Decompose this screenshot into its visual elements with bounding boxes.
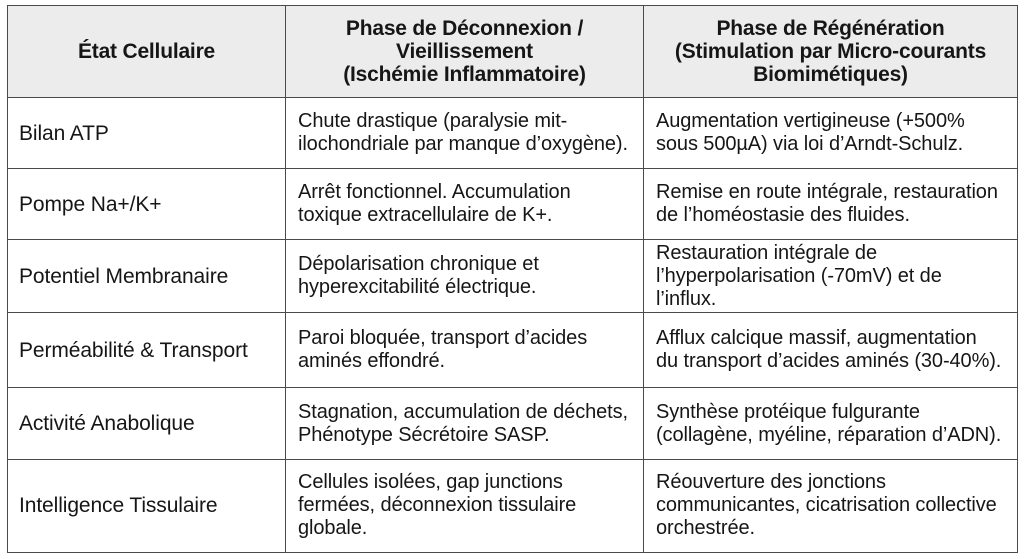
header-phase-regeneration: Phase de Régénération (Stimulation par Micro-courants Biomimétiques) [644,6,1018,98]
header-phase-deconnexion: Phase de Déconnexion / Vieillissement (Ischémie Inflammatoire) [286,6,644,98]
row-state-cell: Activité Anabolique [8,388,286,459]
row-state-cell: Bilan ATP [8,98,286,169]
row-regeneration-cell: Remise en route intégrale, restauration de l’homéostasie des fluides. [644,169,1018,240]
row-regeneration-cell: Restauration intégrale de l’hyperpolarisation (-70mV) et de l’influx. [644,240,1018,313]
row-state-cell: Potentiel Membranaire [8,240,286,313]
row-deconnexion-cell: Paroi bloquée, transport d’acides aminés effondré. [286,313,644,388]
row-state-cell: Pompe Na+/K+ [8,169,286,240]
row-regeneration-cell: Synthèse protéique fulgurante (collagène, myéline, réparation d’ADN). [644,388,1018,459]
comparison-table [7,5,1018,553]
row-regeneration-cell: Afflux calcique massif, augmentation du transport d’acides aminés (30-40%). [644,313,1018,388]
table-row [8,459,1018,552]
table-row [8,313,1018,388]
row-state-cell: Intelligence Tissulaire [8,459,286,552]
row-deconnexion-cell: Dépolarisation chronique et hyperexcitabilité électrique. [286,240,644,313]
row-deconnexion-cell: Arrêt fonctionnel. Accumulation toxique extracellulaire de K+. [286,169,644,240]
row-deconnexion-cell: Cellules isolées, gap junctions fermées, déconnexion tissulaire globale. [286,459,644,552]
row-state-cell: Perméabilité & Transport [8,313,286,388]
row-deconnexion-cell: Chute drastique (paralysie mit- ilochondriale par manque d’oxygène). [286,98,644,169]
comparison-table-frame [7,5,1017,553]
table-header-row [8,6,1018,98]
row-regeneration-cell: Augmentation vertigineuse (+500% sous 500µA) via loi d’Arndt-Schulz. [644,98,1018,169]
table-row [8,388,1018,459]
table-row [8,98,1018,169]
table-row [8,240,1018,313]
row-regeneration-cell: Réouverture des jonctions communicantes, cicatrisation collective orchestrée. [644,459,1018,552]
table-row [8,169,1018,240]
header-etat-cellulaire: État Cellulaire [8,6,286,98]
row-deconnexion-cell: Stagnation, accumulation de déchets, Phénotype Sécrétoire SASP. [286,388,644,459]
